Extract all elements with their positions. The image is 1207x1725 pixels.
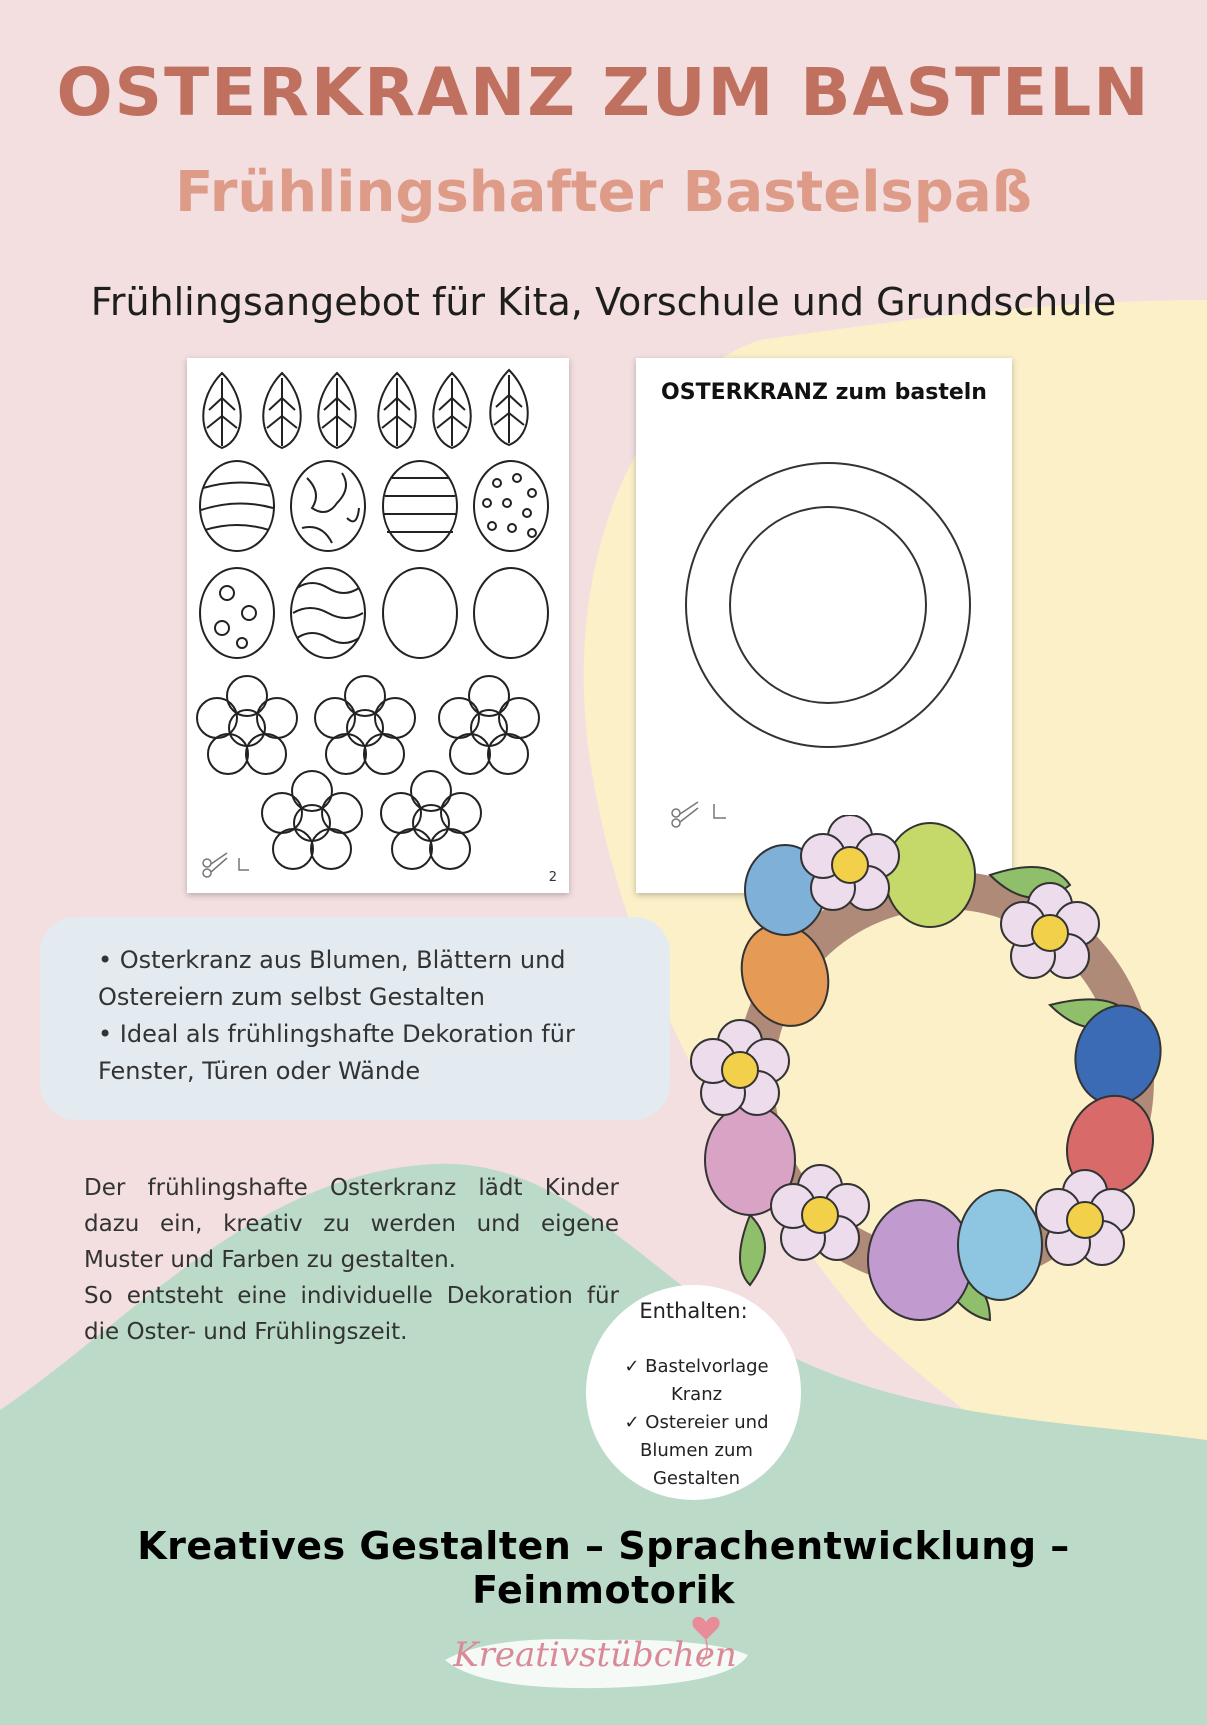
description-paragraph: So entsteht eine individuelle Dekoration für die Oster- und Frühlingszeit. — [84, 1283, 619, 1345]
page-subtitle: Frühlingshafter Bastelspaß — [175, 160, 1032, 225]
bullet-item: • Osterkranz aus Blumen, Blättern und Ostereiern zum selbst Gestalten — [98, 946, 566, 1011]
scissors-glue-icon — [203, 853, 249, 877]
contents-item: ✓ Ostereier und Blumen zum Gestalten — [624, 1412, 769, 1489]
page-title: OSTERKRANZ ZUM BASTELN — [56, 54, 1151, 131]
footer-tagline: Kreatives Gestalten – Sprachentwicklung – Feinmotorik — [137, 1524, 1070, 1612]
contents-list — [604, 1353, 789, 1493]
feature-box — [40, 917, 670, 1120]
template-sheet-preview — [187, 358, 569, 893]
wreath-template-preview — [636, 358, 1012, 893]
contents-badge — [586, 1285, 801, 1500]
page-number: 2 — [548, 870, 557, 885]
sheet-title: OSTERKRANZ zum basteln — [661, 380, 987, 405]
logo-text: Kreativstübchen — [453, 1635, 737, 1675]
contents-heading: Enthalten: — [639, 1299, 748, 1323]
description-paragraph: Der frühlingshafte Osterkranz lädt Kinder dazu ein, kreativ zu werden und eigene Muster und Farben zu gestalten. — [84, 1175, 619, 1273]
bullet-item: • Ideal als frühlingshafte Dekoration für Fenster, Türen oder Wände — [98, 1020, 575, 1085]
colored-wreath-illustration — [690, 815, 1190, 1330]
wreath-ring-illustration — [636, 358, 1012, 893]
tagline: Frühlingsangebot für Kita, Vorschule und Grundschule — [90, 280, 1117, 324]
leaf-row — [203, 370, 528, 448]
brand-logo — [430, 1610, 760, 1700]
contents-item: ✓ Bastelvorlage Kranz — [624, 1356, 769, 1405]
description — [84, 1170, 619, 1350]
flower-row — [197, 676, 539, 869]
cutout-shapes-illustration — [187, 358, 569, 893]
